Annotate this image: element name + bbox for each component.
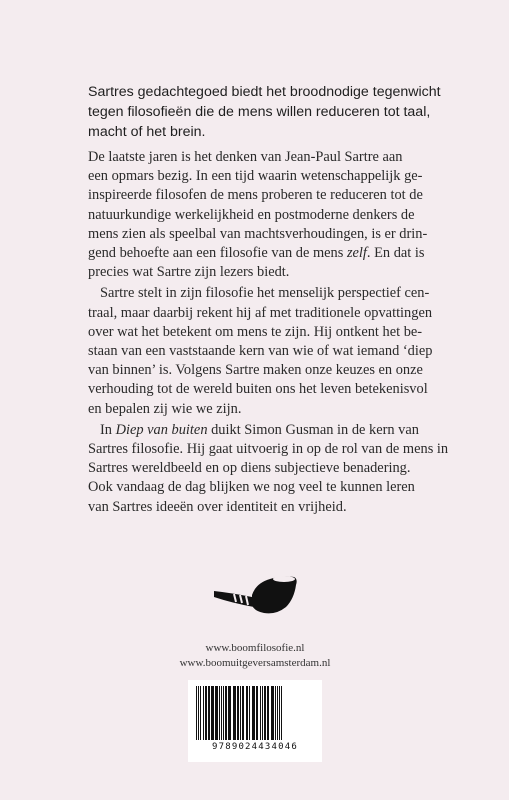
barcode-bar	[203, 686, 204, 740]
text-line: mens zien als speelbal van machtsverhoudingen, is er drin-	[88, 225, 428, 242]
barcode-bar	[233, 686, 236, 740]
book-title: Diep van buiten	[115, 421, 208, 438]
text-fragment: . En dat is	[366, 245, 425, 262]
text-line: staan van een vaststaande kern van wie of wat iemand ‘diep	[88, 343, 433, 360]
text-line: over wat het betekent om mens te zijn. Hij ontkent het be-	[88, 323, 423, 340]
text-line: Sartres wereldbeeld en op diens subjectieve benadering.	[88, 460, 411, 477]
barcode-bar	[249, 686, 250, 740]
lead-line: tegen filosofieën die de mens willen reduceren tot taal,	[88, 104, 431, 120]
barcode-bar	[246, 686, 248, 740]
barcode-bar	[277, 686, 278, 740]
barcode-bar	[198, 686, 199, 740]
italic-word: zelf	[346, 245, 367, 262]
text-line: van binnen’ is. Volgens Sartre maken onze keuzes en onze	[88, 362, 423, 379]
barcode-bar	[208, 686, 210, 740]
barcode-bar	[219, 686, 220, 740]
publisher-urls	[150, 641, 360, 671]
barcode-bars	[194, 686, 316, 742]
barcode-bar	[240, 686, 241, 740]
text-fragment: duikt Simon Gusman in de kern van	[207, 421, 419, 438]
barcode-bar	[279, 686, 280, 740]
barcode-bar	[256, 686, 258, 740]
text-fragment: gend behoefte aan een filosofie van de mens	[88, 245, 347, 262]
barcode-bar	[228, 686, 231, 740]
blurb-body	[88, 148, 468, 517]
barcode-bar	[221, 686, 222, 740]
barcode-bar	[223, 686, 224, 740]
pipe-icon	[212, 571, 298, 617]
text-line: inspireerde filosofen de mens proberen te reduceren tot de	[88, 187, 423, 204]
text-line-with-title	[88, 421, 468, 440]
lead-line: Sartres gedachtegoed biedt het broodnodige tegenwicht	[88, 84, 441, 100]
barcode-bar	[211, 686, 214, 740]
lead-line: macht of het brein.	[88, 124, 206, 140]
text-fragment: In	[100, 421, 116, 438]
text-line-with-italic	[88, 244, 468, 263]
barcode-bar	[200, 686, 201, 740]
barcode-bar	[260, 686, 261, 740]
text-line: Ook vandaag de dag blijken we nog veel te kunnen leren	[88, 479, 415, 496]
website-url: www.boomuitgeversamsterdam.nl	[179, 657, 331, 669]
paragraph-1	[88, 148, 468, 282]
barcode-bar	[262, 686, 263, 740]
text-line: verhouding tot de wereld buiten ons het leven betekenisvol	[88, 381, 428, 398]
lead-text	[88, 82, 468, 142]
website-url: www.boomfilosofie.nl	[205, 642, 305, 654]
barcode-bar	[237, 686, 239, 740]
barcode-bar	[225, 686, 227, 740]
text-line: Sartre stelt in zijn filosofie het menselijk perspectief cen-	[100, 285, 430, 302]
barcode-bar	[264, 686, 266, 740]
text-line: Sartres filosofie. Hij gaat uitvoerig in op de rol van de mens in	[88, 441, 449, 458]
text-line: traal, maar daarbij rekent hij af met traditionele opvattingen	[88, 304, 433, 321]
isbn-number: 9789024434046	[211, 742, 299, 752]
text-line: en bepalen zij wie we zijn.	[88, 400, 242, 417]
paragraph-2	[88, 284, 468, 418]
text-line: precies wat Sartre zijn lezers biedt.	[88, 264, 290, 281]
barcode-bar	[267, 686, 269, 740]
barcode-bar	[215, 686, 218, 740]
barcode-bar	[205, 686, 207, 740]
paragraph-3	[88, 421, 468, 517]
text-line: natuurkundige werkelijkheid en postmoderne denkers de	[88, 206, 415, 223]
barcode-bar	[252, 686, 255, 740]
text-line: een opmars bezig. In een tijd waarin wetenschappelijk ge-	[88, 168, 423, 185]
barcode	[188, 680, 322, 762]
barcode-bar	[281, 686, 282, 740]
barcode-bar	[242, 686, 244, 740]
text-line: De laatste jaren is het denken van Jean-Paul Sartre aan	[88, 149, 403, 165]
barcode-bar	[271, 686, 274, 740]
text-line: van Sartres ideeën over identiteit en vrijheid.	[88, 498, 347, 515]
barcode-bar	[275, 686, 276, 740]
barcode-bar	[196, 686, 197, 740]
